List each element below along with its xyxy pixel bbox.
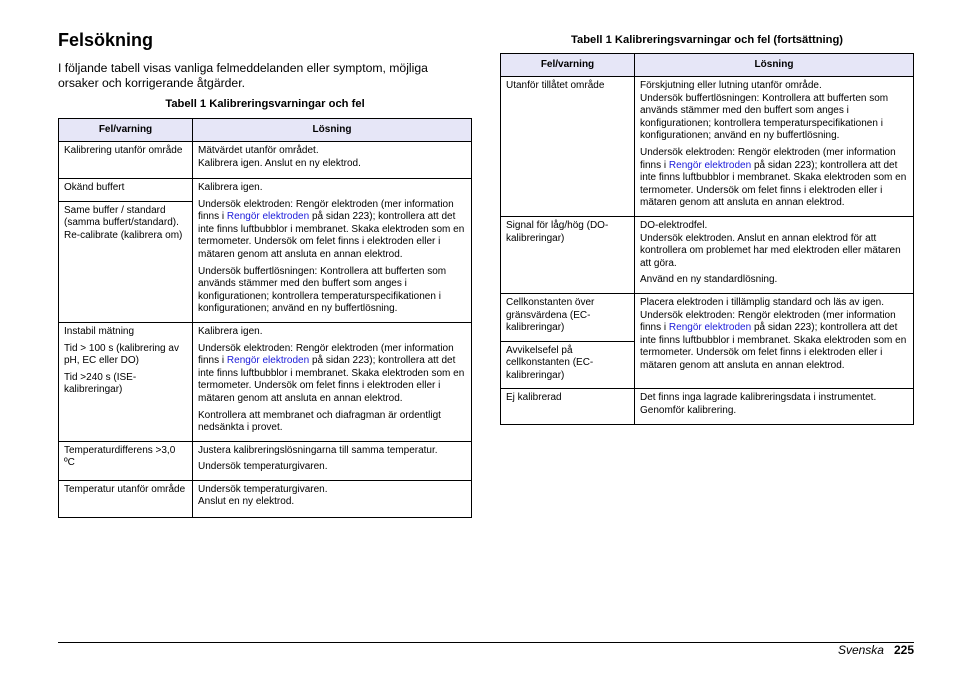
fault-text: Ej kalibrerad (506, 392, 562, 404)
fault-text: Signal för låg/hög (DO-kalibreringar) (506, 219, 609, 244)
table-row (501, 389, 914, 424)
fault-cell (501, 389, 635, 424)
table-row (59, 441, 472, 480)
fault-cell (59, 179, 193, 202)
fault-cell (501, 293, 635, 341)
solution-line: Undersök buffertlösningen: Kontrollera att bufferten som används stämmer med den buffert som anges i konfigurationen; kontrollera temperaturspecifikationen i konfigurationen; använd en ny buffertlösning. (640, 92, 889, 142)
calibration-table-1-continued (500, 53, 914, 425)
solution-text: Undersök elektroden: Rengör elektroden (mer information finns i (640, 146, 896, 171)
solution-paragraph: Placera elektroden i tillämplig standard och läs av igen. (640, 296, 885, 308)
fault-text: Temperatur utanför område (64, 483, 186, 495)
table-header-row (59, 119, 472, 142)
header-fault: Fel/varning (501, 54, 635, 77)
solution-cell (193, 322, 472, 441)
solution-paragraph: Undersök temperaturgivaren. (198, 461, 328, 473)
solution-paragraph: Justera kalibreringslösningarna till samma temperatur. (198, 444, 438, 456)
footer-rule (58, 642, 914, 643)
solution-cell (193, 179, 472, 323)
solution-paragraph: Kontrollera att membranet och diafragman är ordentligt nedsänkta i provet. (198, 409, 441, 434)
table-row (501, 216, 914, 293)
solution-text: på sidan 223); kontrollera att det inte finns luftbubblor i membranet. Skaka elektroden som en termometer. Undersök om felet finns i elektroden eller i mätaren genom att ansluta en annan elektrod. (640, 322, 907, 371)
solution-paragraph (198, 343, 466, 406)
fault-cell (59, 441, 193, 480)
intro-paragraph: I följande tabell visas vanliga felmeddelanden eller symptom, möjliga orsaker och korrigerande åtgärder. (58, 61, 428, 90)
solution-text: på sidan 223); kontrollera att det inte finns luftbubblor i membranet. Skaka elektroden som en termometer. Undersök om felet finns i elektroden eller i mätaren genom att ansluta en annan elektrod. (198, 211, 465, 260)
solution-paragraph: Det finns inga lagrade kalibreringsdata i instrumentet. Genomför kalibrering. (640, 392, 877, 417)
solution-paragraph: Använd en ny standardlösning. (640, 274, 778, 286)
solution-cell (635, 389, 914, 424)
solution-line: Undersök temperaturgivaren. (198, 483, 328, 495)
table-row (501, 293, 914, 341)
fault-text: Kalibrering utanför område (64, 145, 183, 156)
solution-text: på sidan 223); kontrollera att det inte finns luftbubblor i membranet. Skaka elektroden som en termometer. Undersök om felet finns i elektroden eller i mätaren genom att ansluta en annan elektrod. (198, 355, 465, 404)
table-row (59, 480, 472, 517)
solution-line: DO-elektrodfel. (640, 219, 708, 231)
solution-line: Förskjutning eller lutning utanför område. (640, 80, 822, 91)
fault-cell (59, 201, 193, 322)
table1-caption: Tabell 1 Kalibreringsvarningar och fel (165, 98, 365, 110)
solution-paragraph (640, 220, 908, 270)
fault-cell (501, 341, 635, 389)
solution-paragraph (198, 145, 466, 170)
solution-paragraph: Kalibrera igen. (198, 325, 263, 337)
solution-text: Undersök elektroden: Rengör elektroden (mer information finns i (640, 309, 896, 334)
link-rengor-elektroden[interactable]: Rengör elektroden (226, 355, 310, 367)
fault-text: Instabil mätning (64, 325, 135, 337)
solution-paragraph (198, 199, 466, 262)
fault-cell (59, 142, 193, 179)
solution-paragraph (640, 147, 908, 210)
link-rengor-elektroden[interactable]: Rengör elektroden (226, 211, 310, 223)
solution-line: Anslut en ny elektrod. (198, 496, 295, 508)
page-title: Felsökning (58, 30, 154, 50)
fault-text: Tid > 100 s (kalibrering av pH, EC eller DO) (64, 342, 179, 367)
fault-text: Okänd buffert (64, 182, 125, 193)
link-rengor-elektroden[interactable]: Rengör elektroden (668, 159, 752, 171)
fault-text: Cellkonstanten över gränsvärdena (EC-kalibreringar) (506, 296, 595, 334)
header-solution: Lösning (635, 54, 914, 77)
link-rengor-elektroden[interactable]: Rengör elektroden (668, 322, 752, 334)
solution-line: Mätvärdet utanför området. (198, 145, 319, 156)
fault-cell (501, 77, 635, 217)
solution-text: Undersök elektroden: Rengör elektroden (mer information finns i (198, 342, 454, 367)
solution-cell (635, 216, 914, 293)
solution-cell (193, 441, 472, 480)
table-row (501, 77, 914, 217)
solution-cell (635, 77, 914, 217)
fault-text: Avvikelsefel på cellkonstanten (EC-kalibreringar) (506, 344, 594, 381)
page-number: 225 (893, 643, 914, 657)
header-solution: Lösning (193, 119, 472, 142)
solution-line: Kalibrera igen. Anslut en ny elektrod. (198, 157, 361, 169)
solution-paragraph: Undersök buffertlösningen: Kontrollera att bufferten som används stämmer med den buffert som anges i konfigurationen; kontrollera temperaturspecifikationen i konfigurationen; använd en ny buffertlösning. (198, 265, 447, 315)
table-row (59, 322, 472, 441)
calibration-table-1 (58, 118, 472, 518)
solution-paragraph (640, 80, 908, 143)
solution-paragraph: Kalibrera igen. (198, 182, 263, 193)
fault-cell (59, 322, 193, 441)
fault-text: Tid >240 s (ISE-kalibreringar) (64, 371, 137, 396)
solution-cell (193, 480, 472, 517)
fault-text: Same buffer / standard (samma buffert/standard). Re-calibrate (kalibrera om) (64, 204, 183, 241)
solution-paragraph (640, 310, 908, 373)
page-footer (838, 643, 914, 657)
fault-text: Utanför tillåtet område (506, 80, 605, 91)
solution-cell (193, 142, 472, 179)
fault-text: Temperaturdifferens >3,0 ºC (64, 444, 176, 469)
table-row (59, 179, 472, 202)
solution-text: på sidan 223); kontrollera att det inte finns luftbubblor i membranet. Skaka elektroden som en termometer. Undersök om felet finns i elektroden eller i mätaren genom att ansluta en annan elektrod. (640, 159, 907, 209)
fault-cell (59, 480, 193, 517)
table2-caption: Tabell 1 Kalibreringsvarningar och fel (fortsättning) (570, 34, 844, 46)
fault-cell (501, 216, 635, 293)
solution-text: Undersök elektroden: Rengör elektroden (mer information finns i (198, 198, 454, 223)
table-header-row (501, 54, 914, 77)
solution-cell (635, 293, 914, 389)
solution-line: Undersök elektroden. Anslut en annan elektrod för att kontrollera om problemet har med elektroden eller mätaren att göra. (640, 232, 901, 269)
table-row (59, 142, 472, 179)
footer-language: Svenska (837, 643, 884, 657)
header-fault: Fel/varning (59, 119, 193, 142)
solution-paragraph (198, 484, 466, 509)
